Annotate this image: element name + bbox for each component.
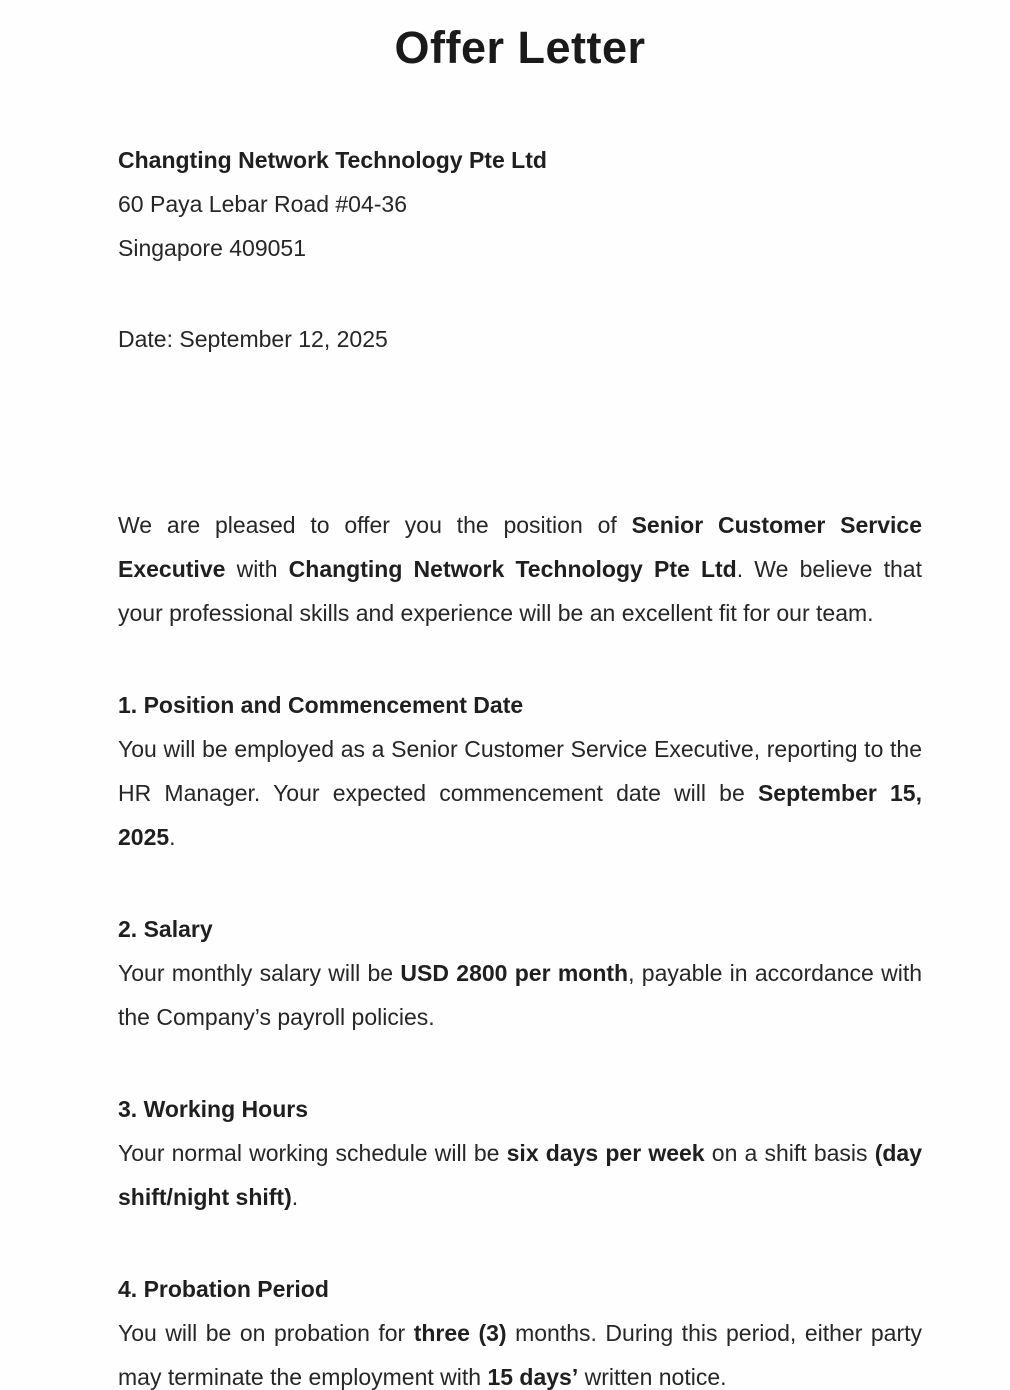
company-address-line2: Singapore 409051 bbox=[118, 234, 306, 261]
text: Your normal working schedule will be bbox=[118, 1139, 507, 1166]
section-body bbox=[118, 951, 922, 1039]
section-heading: 3. Working Hours bbox=[118, 1095, 308, 1122]
sections bbox=[118, 683, 922, 1390]
bold-text: three (3) bbox=[413, 1319, 507, 1346]
intro-paragraph bbox=[118, 503, 922, 635]
offer-section bbox=[118, 683, 922, 859]
bold-text: 15 days’ bbox=[487, 1363, 579, 1390]
offer-section bbox=[118, 1087, 922, 1219]
section-body bbox=[118, 1311, 922, 1390]
text: You will be employed as a Senior Customer Service Executive, reporting to the HR Manager. Your expected commencement date will be bbox=[118, 735, 922, 806]
section-body bbox=[118, 727, 922, 859]
offer-section bbox=[118, 1267, 922, 1390]
section-heading: 2. Salary bbox=[118, 915, 213, 942]
text: You will be on probation for bbox=[118, 1319, 414, 1346]
section-heading: 1. Position and Commencement Date bbox=[118, 691, 524, 718]
text: . bbox=[169, 823, 176, 850]
text: , payable in accordance with the Company’s payroll policies. bbox=[118, 959, 922, 1030]
text: months. During this period, either party may terminate the employment with bbox=[118, 1319, 922, 1390]
text: . bbox=[291, 1183, 299, 1210]
bold-text: Changting Network Technology Pte Ltd bbox=[288, 555, 737, 582]
company-name: Changting Network Technology Pte Ltd bbox=[118, 146, 547, 173]
bold-text: USD 2800 per month bbox=[400, 959, 629, 986]
date-line: Date: September 12, 2025 bbox=[118, 325, 388, 352]
text: We are pleased to offer you the position of bbox=[118, 511, 632, 538]
text: Your monthly salary will be bbox=[118, 959, 401, 986]
bold-text: Senior Customer Service Executive bbox=[118, 511, 922, 582]
section-body bbox=[118, 1131, 922, 1219]
bold-text: (day shift/night shift) bbox=[118, 1139, 923, 1210]
bold-text: six days per week bbox=[506, 1139, 705, 1166]
company-address-line1: 60 Paya Lebar Road #04-36 bbox=[118, 190, 407, 217]
text: . We believe that your professional skills and experience will be an excellent fit for our team. bbox=[118, 555, 922, 626]
text: written notice. bbox=[578, 1363, 727, 1390]
bold-text: September 15, 2025 bbox=[118, 779, 922, 850]
text: on a shift basis bbox=[704, 1139, 875, 1166]
document-title: Offer Letter bbox=[394, 22, 646, 73]
section-heading: 4. Probation Period bbox=[118, 1275, 329, 1302]
company-block bbox=[118, 138, 922, 270]
text: with bbox=[225, 555, 289, 582]
offer-section bbox=[118, 907, 922, 1039]
